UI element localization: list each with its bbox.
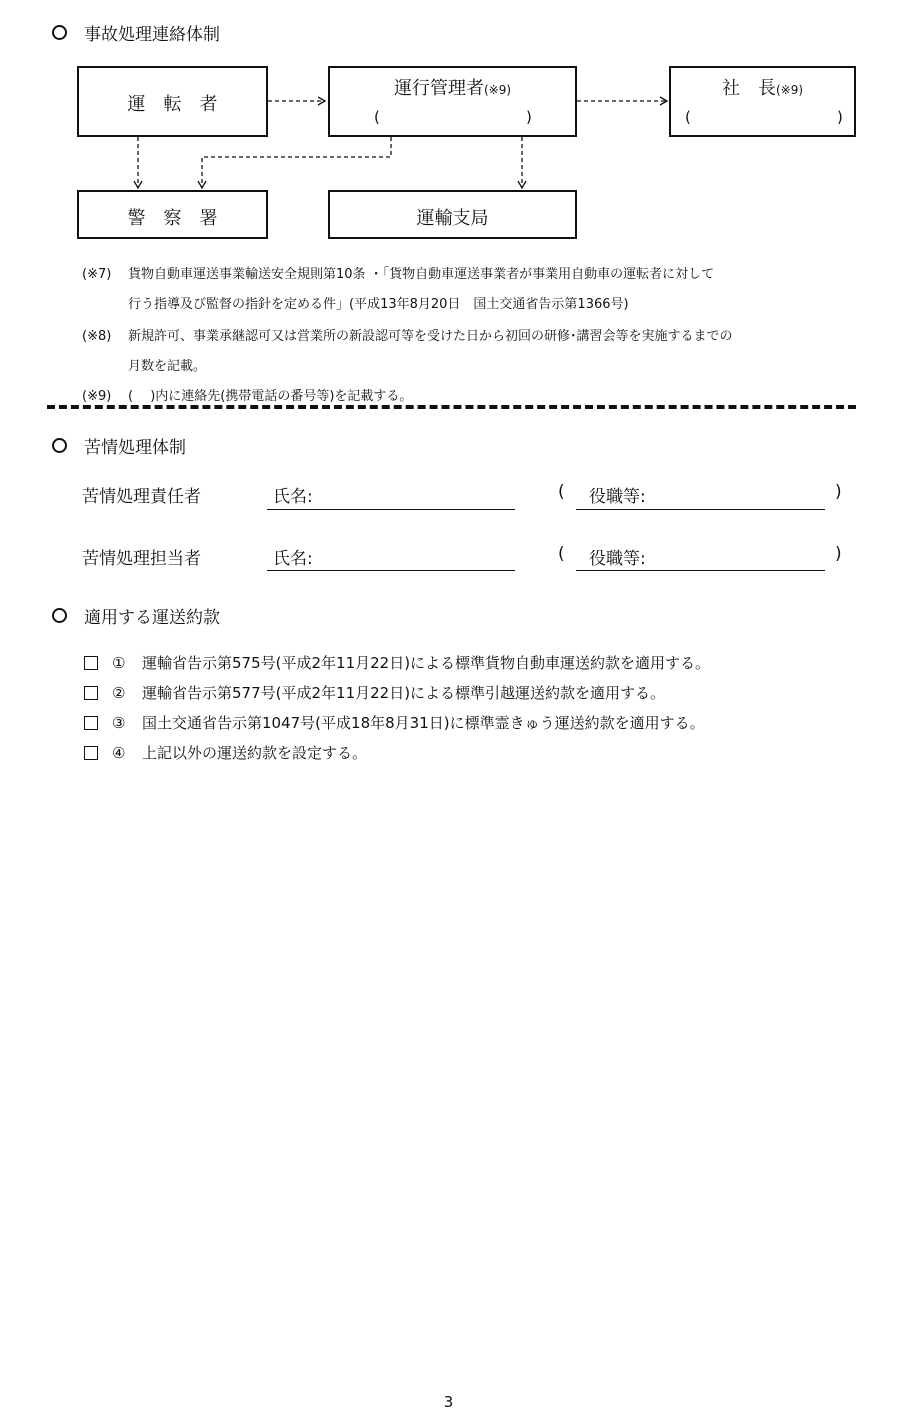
checkbox-4[interactable] [84, 746, 98, 760]
president-paren-close: ) [837, 108, 843, 126]
complaint-responsible-title-label: 役職等: [589, 487, 646, 507]
police-box: 警 察 署 [77, 190, 268, 239]
complaint-responsible-role: 苦情処理責任者 [82, 487, 201, 507]
note-9: (※9) ( )内に連絡先(携帯電話の番号等)を記載する。 [82, 389, 413, 404]
driver-box: 運 転 者 [77, 66, 268, 137]
complaint-handler-paren-close: ) [835, 544, 842, 564]
complaint-responsible-name-label: 氏名: [273, 487, 313, 507]
manager-box [328, 66, 577, 137]
complaint-responsible-paren-open: ( [558, 482, 565, 502]
terms-item-1: ① 運輸省告示第575号(平成2年11月22日)による標準貨物自動車運送約款を適用する。 [84, 652, 710, 673]
complaint-handler-role: 苦情処理担当者 [82, 549, 201, 569]
checkbox-1[interactable] [84, 656, 98, 670]
checkbox-2[interactable] [84, 686, 98, 700]
section-divider [47, 405, 856, 409]
circle-bullet-icon [52, 438, 67, 453]
transport-bureau-box: 運輸支局 [328, 190, 577, 239]
manager-paren-open: ( [374, 108, 380, 126]
complaint-handler-name-label: 氏名: [273, 549, 313, 569]
complaint-handler-name-field[interactable] [267, 570, 515, 571]
complaint-responsible-title-field[interactable] [576, 509, 825, 510]
note-8-cont: 月数を記載。 [128, 359, 207, 374]
terms-item-3: ③ 国土交通省告示第1047号(平成18年8月31日)に標準霊きゅう運送約款を適用する。 [84, 712, 705, 733]
note-7: (※7) 貨物自動車運送事業輸送安全規則第10条 ・「貨物自動車運送事業者が事業用自動車の運転者に対して [82, 267, 715, 282]
manager-paren-close: ) [526, 108, 532, 126]
note-8: (※8) 新規許可、事業承継認可又は営業所の新設認可等を受けた日から初回の研修･講習会等を実施するまでの [82, 329, 733, 344]
arrow-manager-to-police [202, 137, 391, 188]
circle-bullet-icon [52, 608, 67, 623]
page-number: 3 [443, 1393, 454, 1411]
president-label: 社 長 [721, 78, 776, 99]
checkbox-3[interactable] [84, 716, 98, 730]
complaint-handler-paren-open: ( [558, 544, 565, 564]
president-box [669, 66, 856, 137]
manager-note: (※9) [483, 83, 512, 97]
terms-section-heading: 適用する運送約款 [52, 603, 220, 628]
manager-label: 運行管理者 [393, 78, 484, 99]
president-note: (※9) [775, 83, 804, 97]
complaint-responsible-paren-close: ) [835, 482, 842, 502]
terms-item-2: ② 運輸省告示第577号(平成2年11月22日)による標準引越運送約款を適用する。 [84, 682, 665, 703]
note-7-cont: 行う指導及び監督の指針を定める件」(平成13年8月20日 国土交通省告示第1366号) [128, 297, 629, 312]
complaint-section-heading: 苦情処理体制 [52, 433, 186, 458]
complaint-handler-title-label: 役職等: [589, 549, 646, 569]
president-paren-open: ( [685, 108, 691, 126]
complaint-handler-title-field[interactable] [576, 570, 825, 571]
accident-section-heading: 事故処理連絡体制 [52, 20, 220, 45]
complaint-responsible-name-field[interactable] [267, 509, 515, 510]
terms-item-4: ④ 上記以外の運送約款を設定する。 [84, 742, 367, 763]
